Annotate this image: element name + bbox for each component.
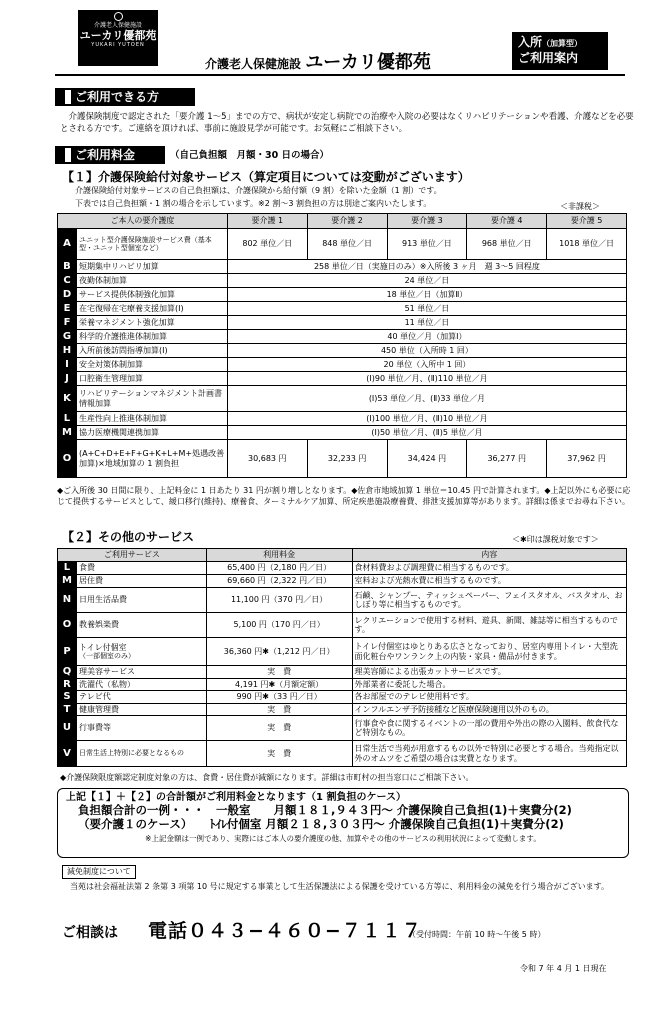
- badge-line2: ご利用案内: [518, 50, 579, 65]
- table-row: D サービス提供体制強化加算 18 単位／日（加算Ⅱ）: [58, 288, 627, 302]
- table-row: O 教養娯楽費 5,100 円（170 円／日） レクリエーションで使用する材料、遊具、新聞、雑誌等に相当するものです。: [58, 613, 627, 638]
- total-box: [57, 788, 629, 858]
- table-row: B 短期集中リハビリ加算 258 単位／日（実施日のみ）※入所後 3 ヶ月 週 3〜5 回程度: [58, 260, 627, 274]
- table-row: P トイレ付個室 （一部個室のみ） 36,360 円✱（1,212 円／日） トイレ付個室はゆとりある広さとなっており、居室内専用トイレ・大型洗面化粧台やワンランク上の内装・家具・備品が付きます。: [58, 638, 627, 666]
- badge-line1: 入所: [518, 35, 543, 49]
- care-fee-table: [57, 213, 627, 478]
- total-line1: 上記【１】＋【２】の合計額がご利用料金となります（1 割負担のケース）: [66, 792, 406, 803]
- fees-heading: ご利用料金: [55, 146, 165, 164]
- reduction-text: 当苑は社会福祉法第 2 条第 3 項第 10 号に規定する事業として生活保護法による保護を受けている方等に、利用料金の減免を行う場合がございます。: [70, 882, 609, 891]
- th-level5: 要介護 5: [547, 214, 627, 229]
- issue-date: 令和 7 年 4 月 1 日現在: [520, 964, 607, 973]
- table-row: L 生産性向上推進体制加算 (Ⅰ)100 単位／月、(Ⅱ)10 単位／月: [58, 412, 627, 426]
- table-row: R 洗濯代（私物） 4,191 円✱（月額定額） 外部業者に委託した場合。: [58, 678, 627, 691]
- eligibility-heading: ご利用できる方: [55, 88, 195, 106]
- th-care-level: ご本人の要介護度: [58, 214, 228, 229]
- table-row: M 協力医療機関連携加算 (Ⅰ)50 単位／月、(Ⅱ)5 単位／月: [58, 426, 627, 440]
- table-row: U 行事費等 実 費 行事食や食に関するイベントの一部の費用や外出の際の入園料、飲食代など特別なもの。: [58, 716, 627, 741]
- section1-tax: ＜非課税＞: [560, 202, 600, 211]
- table-row: N 日用生活品費 11,100 円（370 円／日） 石鹸、シャンプー、ティッシュペーパー、フェイスタオル、バスタオル、おしぼり等に相当するものです。: [58, 588, 627, 613]
- logo-line2: ユーカリ優都苑: [79, 29, 157, 43]
- contact-label: ご相談は: [62, 925, 118, 941]
- th-content: 内容: [352, 549, 627, 562]
- total-line3: （要介護１のケース） ﾄｲﾚ付個室 月額２１８,３０３円〜 介護保険自己負担(1)＋実費分(2): [78, 816, 564, 831]
- section1-desc2: 下表では自己負担額・1 割の場合を示しています。※2 割〜3 割負担の方は別途ご案内いたします。: [75, 199, 432, 208]
- table-row: J 口腔衛生管理加算 (Ⅰ)90 単位／月、(Ⅱ)110 単位／月: [58, 372, 627, 386]
- section2-note: ◆介護保険限度額認定制度対象の方は、食費・居住費が減額になります。詳細は市町村の担当窓口にご相談下さい。: [60, 773, 474, 782]
- badge-tag: （加算型）: [542, 39, 583, 48]
- contact-phone: 電話０４３−４６０−７１１７: [148, 920, 422, 942]
- section2-title: 【２】その他のサービス: [62, 530, 195, 544]
- th-service: ご利用サービス: [58, 549, 207, 562]
- th-level2: 要介護 2: [307, 214, 387, 229]
- reduction-label: 減免制度について: [62, 865, 136, 879]
- table-row: O (A+C+D+E+F+G+K+L+M+処遇改善加算)×地域加算の 1 割負担 30,683 円 32,233 円 34,424 円 36,277 円 37,962 円: [58, 440, 627, 478]
- total-note: ※上記金額は一例であり、実際にはご本人の要介護度の他、加算やその他のサービスの利用状況によって変動します。: [145, 833, 541, 843]
- header-rule: [55, 74, 625, 76]
- table-row: H 入所前後訪問指導加算(Ⅰ) 450 単位（入所時 1 回）: [58, 344, 627, 358]
- table-row: M 居住費 69,660 円（2,322 円／日） 室料および光熱水費に相当するものです。: [58, 575, 627, 588]
- title-name: ユーカリ優都苑: [305, 52, 431, 73]
- table-row: C 夜勤体制加算 24 単位／日: [58, 274, 627, 288]
- section2-tax: ＜✱印は課税対象です＞: [512, 535, 599, 544]
- section1-title: 【１】介護保険給付対象サービス（算定項目については変動がございます）: [62, 170, 470, 184]
- fees-subheading: （自己負担額 月額・30 日の場合）: [170, 150, 330, 161]
- th-level1: 要介護 1: [227, 214, 307, 229]
- eligibility-text: 介護保険制度で認定された「要介護 1〜5」までの方で、病状が安定し病院での治療や入院の必要はなくリハビリテーションや看護、介護などを必要とされる方です。ご連絡を頂ければ、事前に施設見学が可能です。お気軽にご相談下さい。: [60, 112, 634, 134]
- table-row: F 栄養マネジメント強化加算 11 単位／日: [58, 316, 627, 330]
- emblem-icon: [114, 12, 123, 21]
- facility-logo: [78, 10, 158, 66]
- table-row: I 安全対策体制加算 20 単位（入所中 1 回）: [58, 358, 627, 372]
- logo-line3: YUKARI YUTOEN: [91, 42, 145, 49]
- table-row: E 在宅復帰在宅療養支援加算(Ⅰ) 51 単位／日: [58, 302, 627, 316]
- table-row: T 健康管理費 実 費 インフルエンザ予防接種など医療保険適用以外のもの。: [58, 703, 627, 716]
- table-row: L 食費 65,400 円（2,180 円／日） 食材料費および調理費に相当するものです。: [58, 562, 627, 575]
- table-row: G 科学的介護推進体制加算 40 単位／月（加算Ⅰ）: [58, 330, 627, 344]
- logo-line1: 介護老人保健施設: [93, 22, 142, 29]
- table-row: Q 理美容サービス 実 費 理美容師による出張カットサービスです。: [58, 666, 627, 679]
- title-prefix: 介護老人保健施設: [205, 57, 302, 71]
- table-row: A ユニット型介護保険施設サービス費（基本型・ユニット型個室など） 802 単位／日 848 単位／日 913 単位／日 968 単位／日 1018 単位／日: [58, 229, 627, 260]
- guide-badge: [512, 32, 608, 70]
- total-line2: 負担額合計の一例・・・ 一般室 月額１８１,９４３円〜 介護保険自己負担(1)＋実費分(2): [78, 803, 572, 817]
- table-row: S テレビ代 990 円✱（33 円／日） 各お部屋でのテレビ使用料です。: [58, 691, 627, 704]
- section1-desc1: 介護保険給付対象サービスの自己負担額は、介護保険から給付額（9 割）を除いた金額（1 割）です。: [75, 186, 442, 195]
- page-title: [205, 52, 431, 74]
- section1-notes: ◆ご入所後 30 日間に限り、上記料金に 1 日あたり 31 円が割り増しとなります。◆佐倉市地域加算 1 単位＝10.45 円で計算されます。◆上記以外にも必要に応じて提供するサービスとして、緩口移行(維持)、療養食、ターミナルケア加算、所定疾患施設療養費、排泄支援加算等があります。詳細は係までお尋ね下さい。: [57, 486, 631, 506]
- contact-hours: （受付時間：午前 10 時〜午後 5 時）: [408, 930, 546, 939]
- table-row: V 日常生活上特別に必要となるもの 実 費 日常生活で当苑が用意するもの以外で特別に必要とする場合。当苑指定以外のオムツをご希望の場合は実費となります。: [58, 741, 627, 767]
- other-services-table: [57, 548, 627, 767]
- th-level4: 要介護 4: [467, 214, 547, 229]
- th-fee: 利用料金: [206, 549, 352, 562]
- table-row: K リハビリテーションマネジメント計画書情報加算 (Ⅰ)53 単位／月、(Ⅱ)33 単位／月: [58, 386, 627, 412]
- th-level3: 要介護 3: [387, 214, 467, 229]
